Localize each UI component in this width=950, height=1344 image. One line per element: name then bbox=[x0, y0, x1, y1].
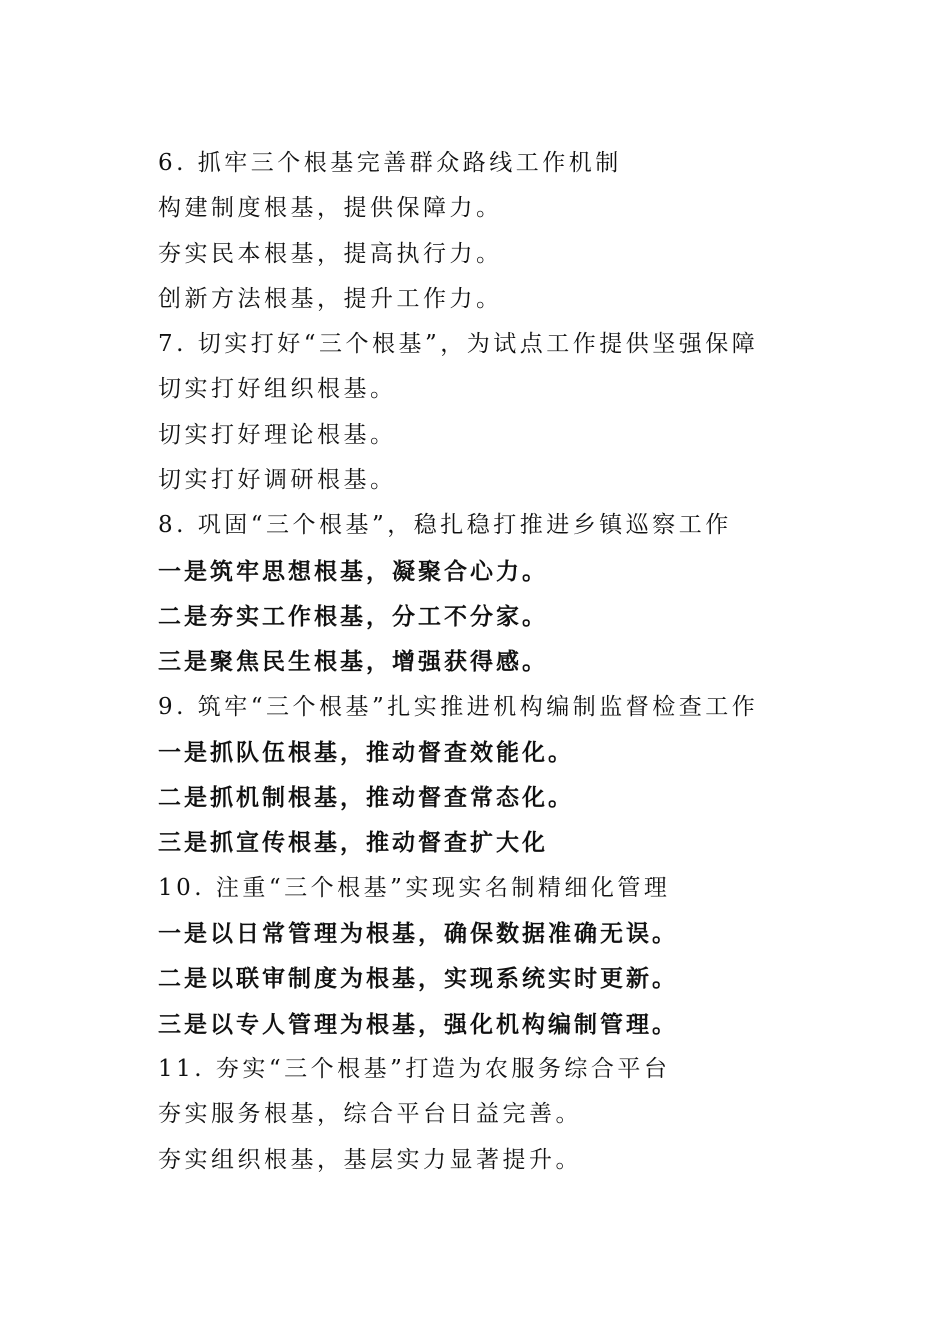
section-item: 二是夯实工作根基，分工不分家。 bbox=[158, 602, 548, 630]
section-heading: 11. 夯实“三个根基”打造为农服务综合平台 bbox=[158, 1055, 671, 1082]
section-heading: 10. 注重“三个根基”实现实名制精细化管理 bbox=[158, 874, 671, 901]
section-heading: 6. 抓牢三个根基完善群众路线工作机制 bbox=[158, 150, 622, 176]
section-heading: 7. 切实打好“三个根基”，为试点工作提供坚强保障 bbox=[158, 331, 759, 358]
section-item: 一是抓队伍根基，推动督查效能化。 bbox=[158, 738, 574, 766]
section-item: 三是聚焦民生根基，增强获得感。 bbox=[158, 648, 548, 676]
section-item: 创新方法根基，提升工作力。 bbox=[158, 285, 503, 312]
document-body bbox=[158, 141, 858, 1183]
section-item: 夯实组织根基，基层实力显著提升。 bbox=[158, 1146, 582, 1173]
section-item: 构建制度根基，提供保障力。 bbox=[158, 195, 503, 222]
section-item: 二是以联审制度为根基，实现系统实时更新。 bbox=[158, 965, 678, 993]
section-item: 切实打好调研根基。 bbox=[158, 467, 397, 494]
section-item: 三是以专人管理为根基，强化机构编制管理。 bbox=[158, 1010, 678, 1038]
section-item: 三是抓宣传根基，推动督查扩大化 bbox=[158, 829, 548, 857]
section-item: 切实打好组织根基。 bbox=[158, 376, 397, 403]
section-item: 一是以日常管理为根基，确保数据准确无误。 bbox=[158, 920, 678, 948]
section-heading: 8. 巩固“三个根基”，稳扎稳打推进乡镇巡察工作 bbox=[158, 512, 732, 539]
section-item: 夯实服务根基，综合平台日益完善。 bbox=[158, 1101, 582, 1128]
section-item: 夯实民本根基，提高执行力。 bbox=[158, 240, 503, 267]
section-item: 一是筑牢思想根基，凝聚合心力。 bbox=[158, 557, 548, 585]
section-heading: 9. 筑牢“三个根基”扎实推进机构编制监督检查工作 bbox=[158, 693, 759, 720]
section-item: 二是抓机制根基，推动督查常态化。 bbox=[158, 784, 574, 812]
section-item: 切实打好理论根基。 bbox=[158, 421, 397, 448]
